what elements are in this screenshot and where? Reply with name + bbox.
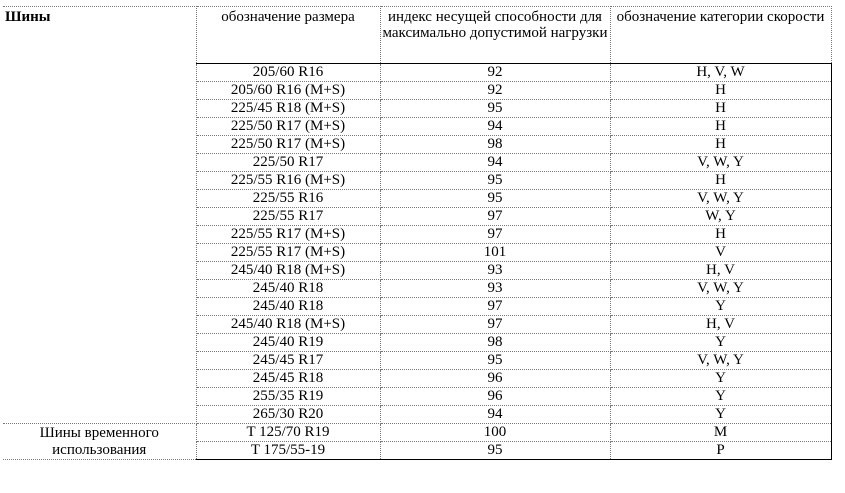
- size-cell: 225/50 R17 (M+S): [196, 118, 380, 136]
- load-index-cell: 96: [380, 370, 610, 388]
- speed-category-cell: M: [610, 424, 831, 442]
- table-row: [3, 424, 831, 442]
- speed-category-cell: V: [610, 244, 831, 262]
- load-index-cell: 94: [380, 118, 610, 136]
- size-cell: 245/40 R18 (M+S): [196, 316, 380, 334]
- speed-category-cell: Y: [610, 298, 831, 316]
- header-speed-category: обозначение категории скорости: [610, 7, 831, 64]
- speed-category-cell: H, V, W: [610, 64, 831, 82]
- load-index-cell: 101: [380, 244, 610, 262]
- load-index-cell: 97: [380, 208, 610, 226]
- size-cell: 225/55 R17 (M+S): [196, 226, 380, 244]
- size-cell: 225/55 R17: [196, 208, 380, 226]
- size-cell: 205/60 R16: [196, 64, 380, 82]
- size-cell: T 125/70 R19: [196, 424, 380, 442]
- speed-category-cell: V, W, Y: [610, 190, 831, 208]
- load-index-cell: 95: [380, 190, 610, 208]
- header-size: обозначение размера: [196, 7, 380, 64]
- speed-category-cell: H: [610, 118, 831, 136]
- size-cell: 225/50 R17 (M+S): [196, 136, 380, 154]
- load-index-cell: 96: [380, 388, 610, 406]
- speed-category-cell: H, V: [610, 316, 831, 334]
- load-index-cell: 93: [380, 280, 610, 298]
- size-cell: 225/55 R17 (M+S): [196, 244, 380, 262]
- load-index-cell: 92: [380, 82, 610, 100]
- speed-category-cell: H, V: [610, 262, 831, 280]
- load-index-cell: 98: [380, 136, 610, 154]
- load-index-cell: 97: [380, 226, 610, 244]
- size-cell: 225/45 R18 (M+S): [196, 100, 380, 118]
- load-index-cell: 95: [380, 172, 610, 190]
- size-cell: 205/60 R16 (M+S): [196, 82, 380, 100]
- size-cell: 255/35 R19: [196, 388, 380, 406]
- load-index-cell: 94: [380, 154, 610, 172]
- category-temporary-tires: Шины временного использования: [3, 424, 196, 460]
- speed-category-cell: W, Y: [610, 208, 831, 226]
- speed-category-cell: Y: [610, 334, 831, 352]
- size-cell: 225/55 R16: [196, 190, 380, 208]
- load-index-cell: 94: [380, 406, 610, 424]
- speed-category-cell: V, W, Y: [610, 154, 831, 172]
- category-tires: Шины: [3, 7, 196, 424]
- size-cell: 225/55 R16 (M+S): [196, 172, 380, 190]
- size-cell: 245/45 R18: [196, 370, 380, 388]
- speed-category-cell: H: [610, 136, 831, 154]
- size-cell: 225/50 R17: [196, 154, 380, 172]
- load-index-cell: 97: [380, 316, 610, 334]
- load-index-cell: 100: [380, 424, 610, 442]
- header-load-index: индекс несущей способности для максимально допустимой нагрузки: [380, 7, 610, 64]
- size-cell: 245/40 R18: [196, 298, 380, 316]
- speed-category-cell: Y: [610, 406, 831, 424]
- load-index-cell: 98: [380, 334, 610, 352]
- size-cell: 245/40 R18 (M+S): [196, 262, 380, 280]
- header-row: [3, 7, 831, 64]
- size-cell: 245/40 R18: [196, 280, 380, 298]
- size-cell: 245/45 R17: [196, 352, 380, 370]
- load-index-cell: 92: [380, 64, 610, 82]
- size-cell: 265/30 R20: [196, 406, 380, 424]
- load-index-cell: 97: [380, 298, 610, 316]
- tire-spec-table: [3, 6, 832, 460]
- size-cell: 245/40 R19: [196, 334, 380, 352]
- tire-spec-table-wrapper: [3, 6, 832, 460]
- size-cell: T 175/55-19: [196, 442, 380, 460]
- load-index-cell: 95: [380, 100, 610, 118]
- load-index-cell: 95: [380, 352, 610, 370]
- load-index-cell: 93: [380, 262, 610, 280]
- speed-category-cell: V, W, Y: [610, 280, 831, 298]
- speed-category-cell: P: [610, 442, 831, 460]
- load-index-cell: 95: [380, 442, 610, 460]
- speed-category-cell: H: [610, 82, 831, 100]
- speed-category-cell: Y: [610, 388, 831, 406]
- speed-category-cell: V, W, Y: [610, 352, 831, 370]
- speed-category-cell: H: [610, 100, 831, 118]
- speed-category-cell: Y: [610, 370, 831, 388]
- speed-category-cell: H: [610, 172, 831, 190]
- speed-category-cell: H: [610, 226, 831, 244]
